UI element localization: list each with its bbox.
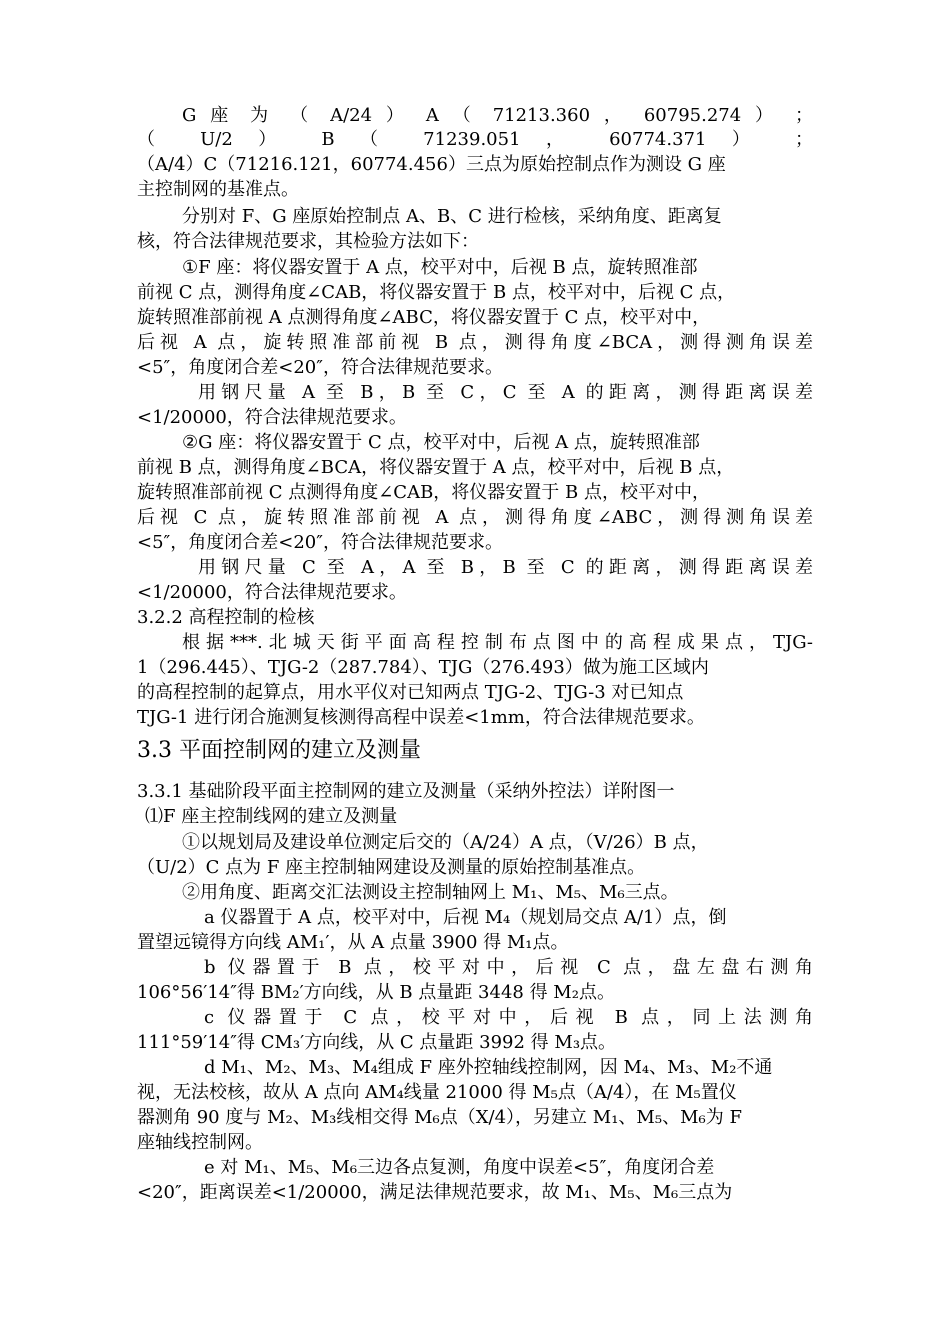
text-line: <20″，距离误差<1/20000，满足法律规范要求，故 M₁、M₅、M₆三点为	[137, 1182, 733, 1203]
text-line: 置望远镜得方向线 AM₁′，从 A 点量 3900 得 M₁点。	[137, 932, 569, 953]
text-line: （U/2）C 点为 F 座主控制轴网建设及测量的原始控制基准点。	[137, 857, 646, 878]
text-line: e 对 M₁、M₅、M₆三边各点复测，角度中误差<5″，角度闭合差	[204, 1157, 715, 1178]
text-line: 旋转照准部前视 C 点测得角度∠CAB，将仪器安置于 B 点，校平对中，	[137, 482, 710, 503]
text-line: （A/4）C（71216.121，60774.456）三点为原始控制点作为测设 G 座	[137, 154, 726, 175]
text-line: 的高程控制的起算点，用水平仪对已知两点 TJG-2、TJG-3 对已知点	[137, 682, 684, 703]
text-line: 3.2.2 高程控制的检核	[137, 607, 315, 628]
text-line: 旋转照准部前视 A 点测得角度∠ABC，将仪器安置于 C 点，校平对中，	[137, 307, 711, 328]
text-line: 前视 C 点，测得角度∠CAB，将仪器安置于 B 点，校平对中，后视 C 点，	[137, 282, 736, 303]
text-line: <1/20000，符合法律规范要求。	[137, 582, 407, 603]
section-heading: 3.3 平面控制网的建立及测量	[137, 738, 421, 763]
text-line: <5″，角度闭合差<20″，符合法律规范要求。	[137, 532, 503, 553]
text-line: a 仪器置于 A 点，校平对中，后视 M₄（规划局交点 A/1）点，倒	[204, 907, 727, 928]
text-line: G 座 为 （ A/24 ） A （ 71213.360 ， 60795.274 ） ；	[182, 105, 813, 126]
text-line: ①以规划局及建设单位测定后交的（A/24）A 点，（V/26）B 点，	[182, 832, 709, 853]
text-line: 分别对 F、G 座原始控制点 A、B、C 进行检核，采纳角度、距离复	[182, 206, 722, 227]
text-line: （ U/2 ） B （ 71239.051 ， 60774.371 ） ；	[137, 129, 813, 150]
text-line: 主控制网的基准点。	[137, 179, 299, 200]
text-line: 1（296.445）、TJG-2（287.784）、TJG（276.493）做为施工区域内	[137, 657, 709, 678]
text-line: <1/20000，符合法律规范要求。	[137, 407, 407, 428]
text-line: 111°59′14″得 CM₃′方向线，从 C 点量距 3992 得 M₃点。	[137, 1032, 617, 1053]
text-line: d M₁、M₂、M₃、M₄组成 F 座外控轴线控制网，因 M₄、M₃、M₂不通	[204, 1057, 773, 1078]
text-line: 用钢尺量 A 至 B，B 至 C，C 至 A 的距离，测得距离误差	[198, 382, 813, 403]
text-line: ⑴F 座主控制线网的建立及测量	[145, 806, 398, 827]
text-line: b 仪器置于 B 点，校平对中，后视 C 点，盘左盘右测角	[204, 957, 813, 978]
text-line: <5″，角度闭合差<20″，符合法律规范要求。	[137, 357, 503, 378]
text-line: ②用角度、距离交汇法测设主控制轴网上 M₁、M₅、M₆三点。	[182, 882, 679, 903]
text-line: TJG-1 进行闭合施测复核测得高程中误差<1mm，符合法律规范要求。	[137, 707, 705, 728]
text-line: 3.3.1 基础阶段平面主控制网的建立及测量（采纳外控法）详附图一	[137, 781, 675, 802]
text-line: 器测角 90 度与 M₂、M₃线相交得 M₆点（X/4），另建立 M₁、M₅、M₆为 F	[137, 1107, 742, 1128]
text-line: 106°56′14″得 BM₂′方向线，从 B 点量距 3448 得 M₂点。	[137, 982, 615, 1003]
text-line: ②G 座：将仪器安置于 C 点，校平对中，后视 A 点，旋转照准部	[182, 432, 700, 453]
text-line: 后视 C 点，旋转照准部前视 A 点，测得角度∠ABC，测得测角误差	[137, 507, 813, 528]
text-line: 用钢尺量 C 至 A，A 至 B，B 至 C 的距离，测得距离误差	[198, 557, 813, 578]
text-line: ①F 座：将仪器安置于 A 点，校平对中，后视 B 点，旋转照准部	[182, 257, 698, 278]
text-line: 前视 B 点，测得角度∠BCA，将仪器安置于 A 点，校平对中，后视 B 点，	[137, 457, 735, 478]
text-line: 视，无法校核，故从 A 点向 AM₄线量 21000 得 M₅点（A/4），在 M₅置仪	[137, 1082, 737, 1103]
text-line: 根据***.北城天街平面高程控制布点图中的高程成果点，TJG-	[182, 632, 813, 653]
text-line: c 仪器置于 C 点，校平对中，后视 B 点，同上法测角	[204, 1007, 813, 1028]
text-line: 座轴线控制网。	[137, 1132, 263, 1153]
text-line: 后视 A 点，旋转照准部前视 B 点，测得角度∠BCA，测得测角误差	[137, 332, 813, 353]
text-line: 核，符合法律规范要求，其检验方法如下：	[137, 231, 479, 252]
